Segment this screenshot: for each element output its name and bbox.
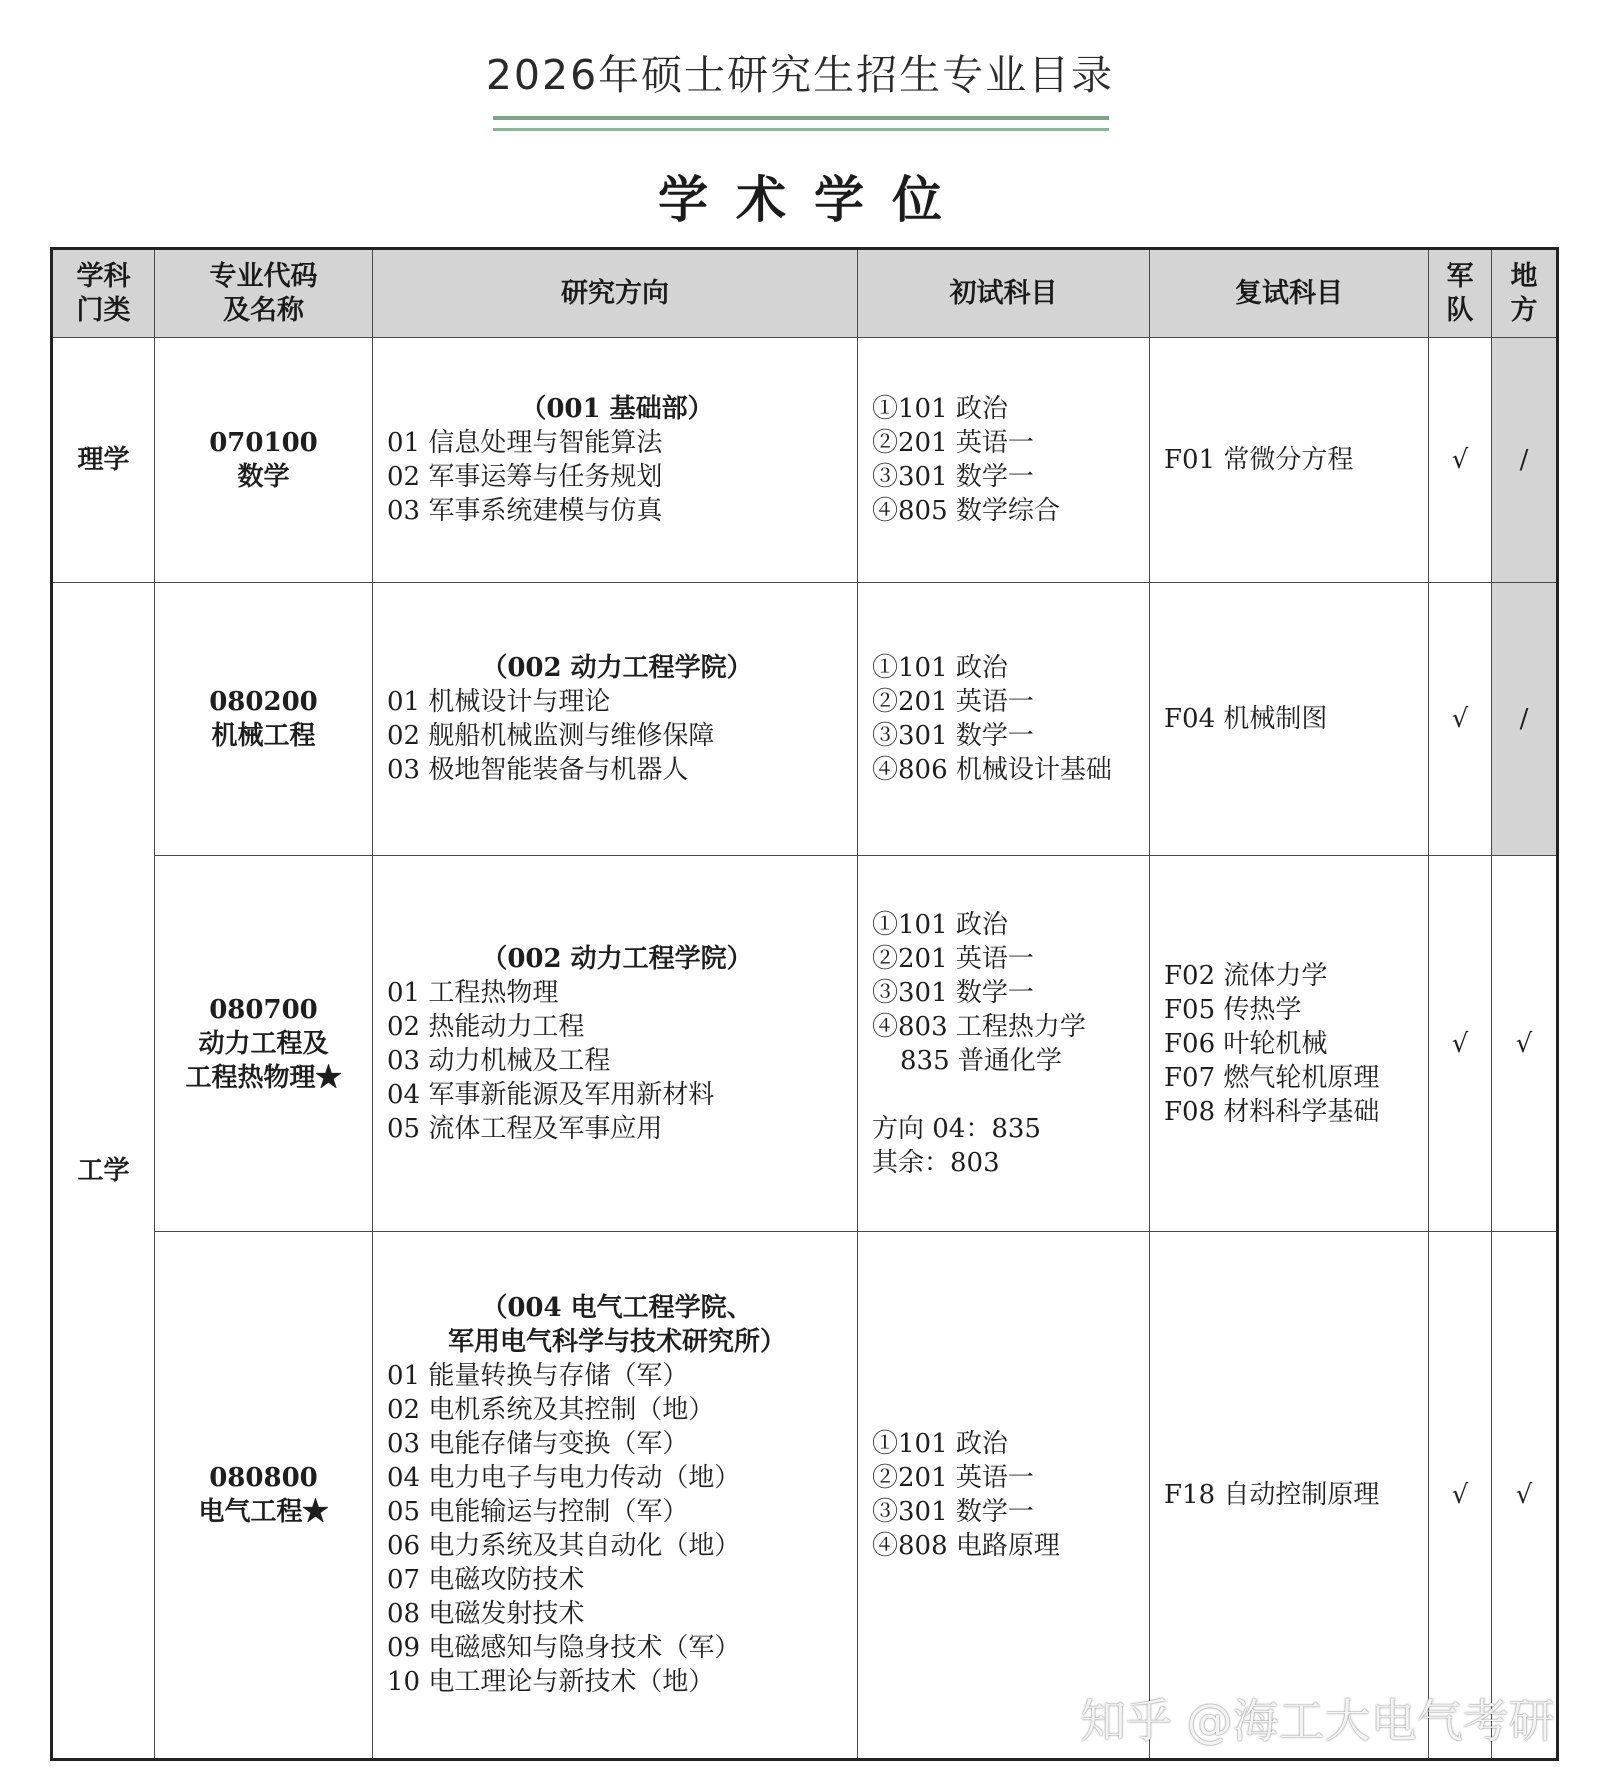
- header-retest: 复试科目: [1150, 249, 1429, 338]
- direction-item: 08 电磁发射技术: [387, 1599, 585, 1629]
- direction-item: 02 热能动力工程: [387, 1011, 585, 1042]
- direction-item: 03 动力机械及工程: [387, 1045, 611, 1076]
- retest-item: F04 机械制图: [1164, 704, 1328, 734]
- exam-item: ③301 数学一: [872, 1497, 1034, 1527]
- direction-item: 04 电力电子与电力传动（地）: [387, 1463, 741, 1493]
- exam-item: ④806 机械设计基础: [872, 755, 1112, 785]
- table-row: [52, 583, 1558, 856]
- retest-item: F07 燃气轮机原理: [1164, 1062, 1380, 1093]
- major-cell: [155, 583, 373, 856]
- military-mark: √: [1429, 338, 1492, 583]
- direction-item: 09 电磁感知与隐身技术（军）: [387, 1633, 741, 1663]
- header-major: 专业代码 及名称: [155, 249, 373, 338]
- direction-item: 03 极地智能装备与机器人: [387, 755, 689, 785]
- section-title: 学术学位: [658, 171, 970, 229]
- directions-cell: [373, 856, 858, 1232]
- directions-cell: [373, 583, 858, 856]
- major-cell: [155, 1232, 373, 1760]
- exam-item: ③301 数学一: [872, 721, 1034, 751]
- header-local: 地 方: [1492, 249, 1558, 338]
- direction-item: 06 电力系统及其自动化（地）: [387, 1531, 741, 1561]
- catalog-table: [50, 247, 1559, 1761]
- local-mark: /: [1492, 338, 1558, 583]
- retest-item: F18 自动控制原理: [1164, 1480, 1380, 1510]
- exams-cell: [858, 338, 1150, 583]
- exam-item: ③301 数学一: [872, 462, 1034, 492]
- direction-item: 07 电磁攻防技术: [387, 1565, 585, 1595]
- category-cell: 工学: [52, 583, 155, 1760]
- major-cell: [155, 856, 373, 1232]
- major-name: 机械工程: [211, 721, 316, 751]
- direction-item: 02 电机系统及其控制（地）: [387, 1395, 715, 1425]
- direction-item: 02 军事运筹与任务规划: [387, 462, 663, 492]
- header-row: [52, 249, 1558, 338]
- table-row: [52, 338, 1558, 583]
- direction-item: 10 电工理论与新技术（地）: [387, 1667, 715, 1697]
- directions-cell: [373, 1232, 858, 1760]
- exams-cell: [858, 856, 1150, 1232]
- header-military: 军 队: [1429, 249, 1492, 338]
- watermark: 知乎 @海工大电气考研: [1080, 1694, 1555, 1748]
- exams-cell: [858, 1232, 1150, 1760]
- department: （004 电气工程学院、: [481, 1293, 753, 1323]
- retest-item: F01 常微分方程: [1164, 445, 1354, 475]
- major-code: 080700: [209, 994, 318, 1025]
- exam-item: ①101 政治: [872, 909, 1008, 940]
- major-name: 动力工程及: [198, 1028, 329, 1059]
- retest-cell: [1150, 1232, 1429, 1760]
- retest-cell: [1150, 338, 1429, 583]
- department: （002 动力工程学院）: [481, 943, 753, 974]
- exams-cell: [858, 583, 1150, 856]
- exam-item: ①101 政治: [872, 653, 1008, 683]
- retest-item: F02 流体力学: [1164, 960, 1328, 991]
- exam-item: ②201 英语一: [872, 428, 1034, 458]
- major-name: 工程热物理★: [185, 1062, 342, 1093]
- department: （002 动力工程学院）: [481, 653, 753, 683]
- direction-item: 03 军事系统建模与仿真: [387, 496, 663, 526]
- title-underline: [493, 116, 1109, 120]
- direction-item: 01 能量转换与存储（军）: [387, 1361, 689, 1391]
- major-code: 070100: [209, 428, 318, 458]
- local-mark: √: [1492, 1232, 1558, 1760]
- major-code: 080200: [209, 687, 318, 717]
- exam-item: ③301 数学一: [872, 977, 1034, 1008]
- local-mark: /: [1492, 583, 1558, 856]
- military-mark: √: [1429, 1232, 1492, 1760]
- department: 军用电气科学与技术研究所）: [447, 1327, 786, 1357]
- exam-note: 方向 04：835: [872, 1113, 1041, 1144]
- exam-item: 835 普通化学: [900, 1045, 1062, 1076]
- military-mark: √: [1429, 583, 1492, 856]
- page-title: 2026年硕士研究生招生专业目录: [485, 51, 1115, 99]
- direction-item: 05 流体工程及军事应用: [387, 1113, 663, 1144]
- direction-item: 01 信息处理与智能算法: [387, 428, 663, 458]
- direction-item: 04 军事新能源及军用新材料: [387, 1079, 715, 1110]
- exam-item: ④805 数学综合: [872, 496, 1060, 526]
- directions-cell: [373, 338, 858, 583]
- direction-item: 05 电能输运与控制（军）: [387, 1497, 689, 1527]
- exam-item: ①101 政治: [872, 1429, 1008, 1459]
- header-category: 学科 门类: [52, 249, 155, 338]
- retest-cell: [1150, 583, 1429, 856]
- military-mark: √: [1429, 856, 1492, 1232]
- exam-item: ②201 英语一: [872, 943, 1034, 974]
- exam-item: ②201 英语一: [872, 1463, 1034, 1493]
- direction-item: 02 舰船机械监测与维修保障: [387, 721, 715, 751]
- header-initial-exam: 初试科目: [858, 249, 1150, 338]
- department: （001 基础部）: [520, 394, 714, 424]
- local-mark: √: [1492, 856, 1558, 1232]
- direction-item: 03 电能存储与变换（军）: [387, 1429, 689, 1459]
- major-code: 080800: [209, 1463, 318, 1493]
- exam-note: 其余：803: [872, 1147, 1000, 1178]
- direction-item: 01 工程热物理: [387, 977, 559, 1008]
- table-row: [52, 856, 1558, 1232]
- exam-item: ②201 英语一: [872, 687, 1034, 717]
- header-direction: 研究方向: [373, 249, 858, 338]
- major-cell: [155, 338, 373, 583]
- retest-item: F06 叶轮机械: [1164, 1028, 1328, 1059]
- exam-item: ④803 工程热力学: [872, 1011, 1086, 1042]
- exam-item: ①101 政治: [872, 394, 1008, 424]
- category-cell: 理学: [52, 338, 155, 583]
- direction-item: 01 机械设计与理论: [387, 687, 611, 717]
- retest-cell: [1150, 856, 1429, 1232]
- title-underline-secondary: [493, 128, 1109, 131]
- retest-item: F08 材料科学基础: [1164, 1096, 1380, 1127]
- retest-item: F05 传热学: [1164, 994, 1302, 1025]
- table-row: [52, 1232, 1558, 1760]
- major-name: 电气工程★: [198, 1497, 329, 1527]
- exam-item: ④808 电路原理: [872, 1531, 1060, 1561]
- major-name: 数学: [237, 462, 290, 492]
